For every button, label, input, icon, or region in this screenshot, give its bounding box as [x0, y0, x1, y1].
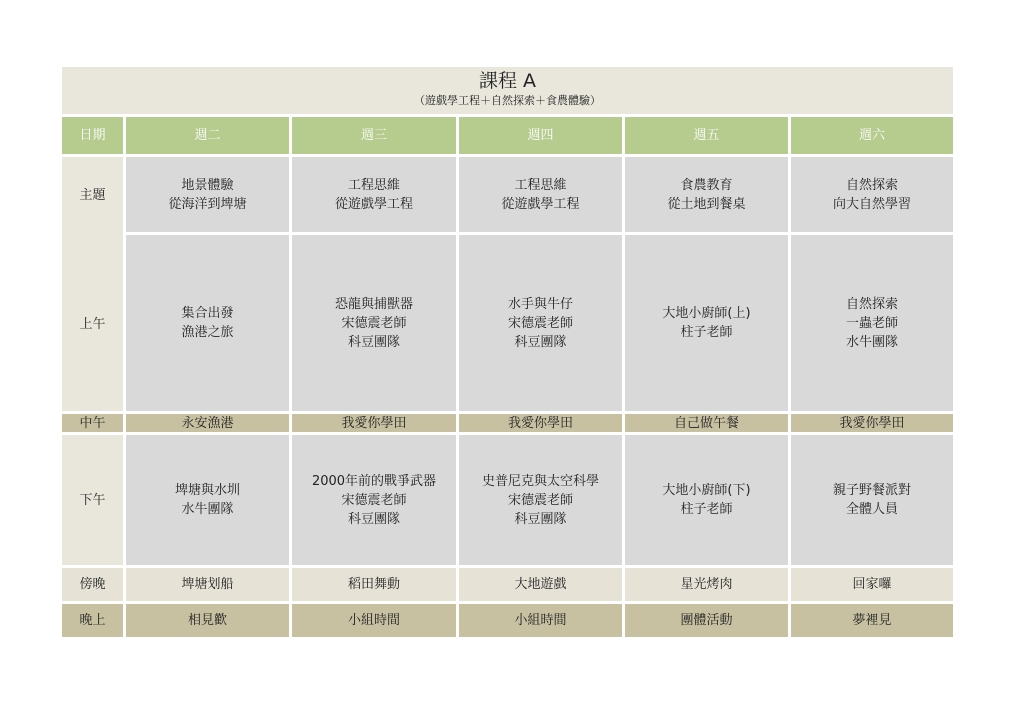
day-header-fri: 週五 — [625, 117, 788, 154]
page-title: 課程 A — [478, 70, 537, 92]
title-bar — [62, 67, 953, 114]
morning-cell: 水手與牛仔 宋德震老師 科豆團隊 — [459, 235, 622, 411]
day-header-sat: 週六 — [791, 117, 953, 154]
dusk-cell: 星光烤肉 — [625, 568, 788, 601]
morning-cell: 大地小廚師(上) 柱子老師 — [625, 235, 788, 411]
theme-label: 主題 — [79, 187, 106, 203]
page-subtitle: （遊戲學工程＋自然探索＋食農體驗） — [414, 94, 601, 107]
day-header-wed: 週三 — [292, 117, 456, 154]
afternoon-cell: 史普尼克與太空科學 宋德震老師 科豆團隊 — [459, 435, 622, 565]
date-header: 日期 — [62, 117, 123, 154]
theme-cell: 工程思維 從遊戲學工程 — [459, 157, 622, 232]
dusk-cell: 回家囉 — [791, 568, 953, 601]
theme-cell: 自然探索 向大自然學習 — [791, 157, 953, 232]
morning-cell: 恐龍與捕獸器 宋德震老師 科豆團隊 — [292, 235, 456, 411]
morning-cell: 自然探索 一蟲老師 水牛團隊 — [791, 235, 953, 411]
noon-cell: 我愛你學田 — [459, 414, 622, 432]
morning-label: 上午 — [79, 316, 106, 332]
night-label: 晚上 — [62, 604, 123, 637]
theme-cell: 食農教育 從土地到餐桌 — [625, 157, 788, 232]
afternoon-cell: 大地小廚師(下) 柱子老師 — [625, 435, 788, 565]
dusk-label: 傍晚 — [62, 568, 123, 601]
day-header-tue: 週二 — [126, 117, 289, 154]
night-cell: 夢裡見 — [791, 604, 953, 637]
afternoon-label: 下午 — [62, 435, 123, 565]
night-cell: 相見歡 — [126, 604, 289, 637]
afternoon-cell: 埤塘與水圳 水牛團隊 — [126, 435, 289, 565]
afternoon-cell: 親子野餐派對 全體人員 — [791, 435, 953, 565]
theme-cell: 地景體驗 從海洋到埤塘 — [126, 157, 289, 232]
noon-cell: 我愛你學田 — [292, 414, 456, 432]
dusk-cell: 稻田舞動 — [292, 568, 456, 601]
noon-cell: 自己做午餐 — [625, 414, 788, 432]
noon-cell: 永安漁港 — [126, 414, 289, 432]
afternoon-cell: 2000年前的戰爭武器 宋德震老師 科豆團隊 — [292, 435, 456, 565]
night-cell: 小組時間 — [459, 604, 622, 637]
night-cell: 團體活動 — [625, 604, 788, 637]
dusk-cell: 埤塘划船 — [126, 568, 289, 601]
night-cell: 小組時間 — [292, 604, 456, 637]
theme-cell: 工程思維 從遊戲學工程 — [292, 157, 456, 232]
dusk-cell: 大地遊戲 — [459, 568, 622, 601]
noon-cell: 我愛你學田 — [791, 414, 953, 432]
morning-cell: 集合出發 漁港之旅 — [126, 235, 289, 411]
noon-label: 中午 — [62, 414, 123, 432]
day-header-thu: 週四 — [459, 117, 622, 154]
